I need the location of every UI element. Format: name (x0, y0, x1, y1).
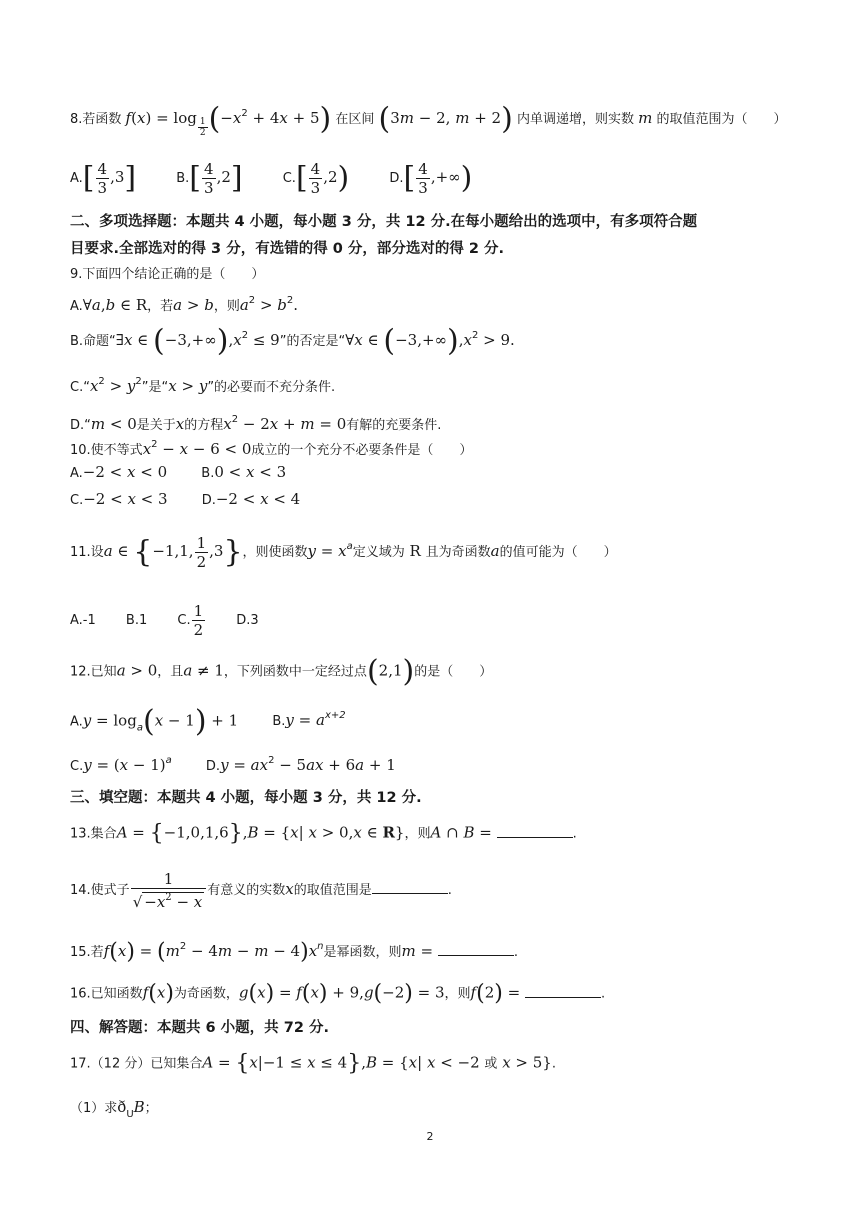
question-11-options (70, 602, 295, 639)
option-c[interactable]: C.−2 < x < 3 (70, 490, 168, 508)
answer-blank[interactable] (372, 880, 448, 894)
option-d[interactable]: $D.y = ax^2 - 5ax + 6a + 1$ (205, 755, 396, 774)
question-11-stem: 11.设a ∈ {−1,1, $\frac{1}{2}$ ,3}，则使函数$y = x^a$定义域为 R 且为奇函数a的值可能为（ ） (70, 534, 617, 571)
section-3-heading: 三、填空题：本题共 4 小题，每小题 3 分，共 12 分. (70, 790, 422, 806)
question-10-options-row-1 (70, 462, 322, 484)
question-16: 16.已知函数f(x)为奇函数，g(x) = f(x) + 9,g(−2) = 3，则f(2) = . (70, 981, 606, 1006)
question-12-options-row-2 (70, 751, 432, 777)
option-d[interactable]: D.−2 < x < 4 (201, 490, 301, 508)
section-2-heading-line-2: 目要求.全部选对的得 3 分，有选错的得 0 分，部分选对的得 2 分. (70, 241, 505, 257)
section-2-heading-line-1: 二、多项选择题：本题共 4 小题，每小题 3 分，共 12 分.在每小题给出的选项中，有多项符合题 (70, 214, 698, 230)
question-17-part-1: （1）求$ð_UB$； (70, 1098, 158, 1120)
option-c[interactable]: C.[ $\frac{4}{3}$ ,2) (282, 160, 350, 197)
option-b[interactable]: $B.y = a^{x+2}$ (272, 710, 346, 729)
question-8-options (70, 160, 508, 197)
question-9-option-d[interactable]: D.“m < 0是关于x的方程$x^2 - 2x + m = 0$有解的充要条件. (70, 414, 442, 433)
section-4-heading: 四、解答题：本题共 6 小题，共 72 分. (70, 1020, 329, 1036)
page-number: 2 (426, 1130, 434, 1143)
question-14: 14.使式子 $\frac{1}{√ -x^2 - x}$ 有意义的实数x的取值范围是 . (70, 870, 452, 911)
question-9-option-b[interactable]: B.命题“∃x ∈ $(-3,+\infty),x^2 \le 9$”的否定是“∀x ∈ $(-3,+\infty),x^2 > 9$. (70, 323, 515, 359)
answer-blank[interactable] (497, 824, 573, 838)
option-a[interactable]: $A.y = \log_a(x - 1) + 1$ (70, 703, 239, 739)
option-b[interactable]: B.0 < x < 3 (201, 463, 287, 481)
question-9-option-a[interactable]: A.∀a,b ∈ R，若a > b，则$a^2 > b^2$. (70, 295, 299, 314)
option-b[interactable]: B.1 (125, 613, 148, 628)
question-10-options-row-2 (70, 489, 336, 511)
option-a[interactable]: A.[ $\frac{4}{3}$ ,3] (70, 160, 137, 197)
option-b[interactable]: B.[ $\frac{4}{3}$ ,2] (176, 160, 243, 197)
option-a[interactable]: A.-1 (70, 613, 96, 628)
question-9-stem: 9.下面四个结论正确的是（ ） (70, 267, 265, 282)
option-c[interactable]: C. $\frac{1}{2}$ (177, 602, 204, 639)
question-13: 13.集合A = {−1,0,1,6},B = {x| x > 0,x ∈ R}，则A ∩ B = . (70, 821, 577, 846)
option-d[interactable]: D.3 (236, 613, 259, 628)
answer-blank[interactable] (525, 984, 601, 998)
question-8-stem: 8.若函数 f(x) = log $\frac{1}{2}$ $(-x^2 + 4x + 5)$ 在区间 (3m − 2, m + 2) 内单调递增，则实数 m 的取值范围为（ ） (70, 101, 787, 138)
question-10-stem: 10.使不等式$x^2 - x - 6 < 0$成立的一个充分不必要条件是（ ） (70, 439, 473, 458)
question-12-options-row-1 (70, 703, 382, 739)
question-15: 15.若$f(x) = (m^2 - 4m - m - 4)x^n$是幂函数，则m = . (70, 939, 519, 965)
option-a[interactable]: A.−2 < x < 0 (70, 463, 168, 481)
question-9-option-c[interactable]: $C.“x^2 > y^2$”是“x > y”的必要而不充分条件. (70, 376, 336, 395)
option-d[interactable]: D.[ $\frac{4}{3}$ ,+∞) (389, 160, 473, 197)
question-12-stem: 12.已知a > 0，且a ≠ 1，下列函数中一定经过点(2,1)的是（ ） (70, 654, 493, 689)
option-c[interactable]: $C.y = (x - 1)^a$ (70, 755, 172, 774)
answer-blank[interactable] (438, 942, 514, 956)
question-17: 17.（12 分）已知集合A = {x|−1 ≤ x ≤ 4},B = {x| x < −2 或 x > 5}. (70, 1051, 556, 1076)
